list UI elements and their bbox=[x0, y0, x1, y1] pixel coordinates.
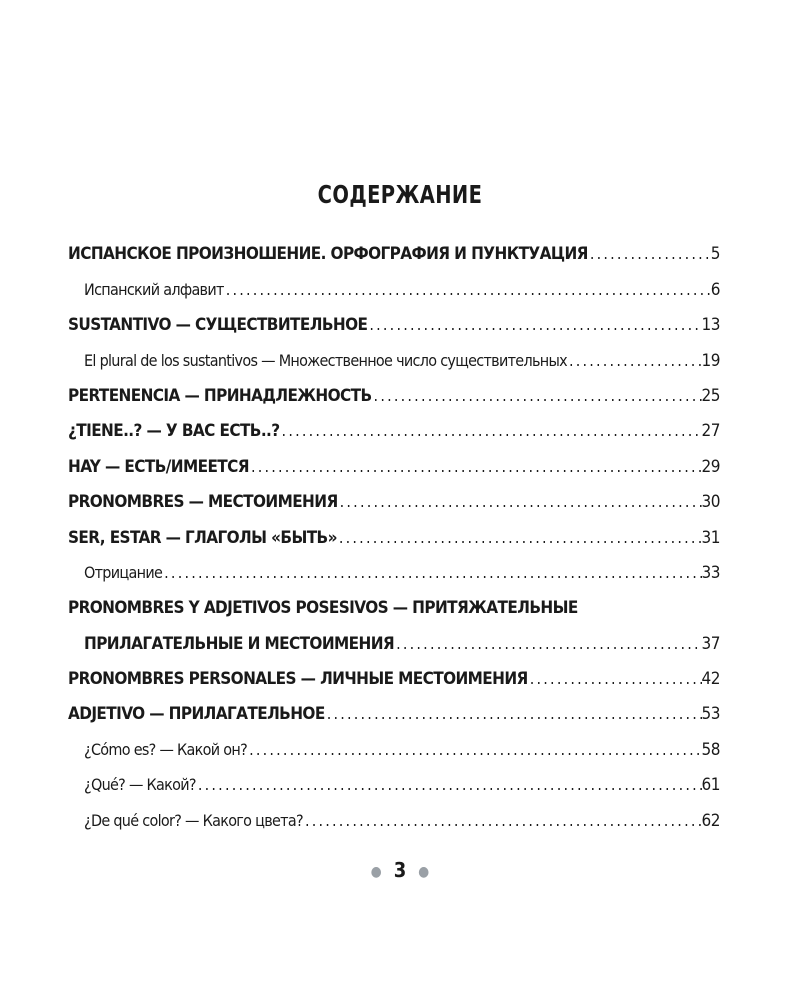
toc-entry[interactable] bbox=[68, 725, 720, 760]
toc-entry-label: ИСПАНСКОЕ ПРОИЗНОШЕНИЕ. ОРФОГРАФИЯ И ПУНКТУАЦИЯ bbox=[68, 244, 588, 265]
page-footer bbox=[0, 858, 800, 882]
toc-entry-label: SER, ESTAR — ГЛАГОЛЫ «БЫТЬ» bbox=[68, 527, 337, 548]
toc-entry[interactable] bbox=[68, 230, 720, 265]
dot-leader bbox=[372, 385, 702, 407]
page-number: 3 bbox=[393, 858, 407, 882]
toc-entry-label: ПРИЛАГАТЕЛЬНЫЕ И МЕСТОИМЕНИЯ bbox=[84, 633, 395, 654]
dot-leader bbox=[247, 739, 701, 761]
toc-entry-label: Отрицание bbox=[84, 562, 163, 582]
toc-entry-label: ADJETIVO — ПРИЛАГАТЕЛЬНОЕ bbox=[68, 704, 325, 725]
dot-leader bbox=[367, 314, 701, 336]
toc-entry[interactable] bbox=[68, 407, 720, 442]
toc-entry-continuation[interactable] bbox=[68, 619, 720, 654]
bullet-icon: ● bbox=[418, 863, 430, 880]
toc-page-number: 19 bbox=[701, 350, 720, 371]
toc-entry[interactable] bbox=[68, 655, 720, 690]
dot-leader bbox=[338, 491, 702, 513]
toc-page-number: 62 bbox=[701, 810, 720, 831]
dot-leader bbox=[303, 810, 702, 832]
toc-entry[interactable] bbox=[68, 372, 720, 407]
toc-page-number: 6 bbox=[710, 279, 720, 300]
dot-leader bbox=[249, 456, 702, 478]
toc-page-number: 29 bbox=[701, 456, 720, 477]
toc-entry-label: SUSTANTIVO — СУЩЕСТВИТЕЛЬНОЕ bbox=[68, 315, 368, 336]
toc-entry-label: Испанский алфавит bbox=[84, 279, 224, 299]
toc-entry[interactable] bbox=[68, 796, 720, 831]
toc-page-number: 13 bbox=[701, 315, 720, 336]
toc-entry-label: PRONOMBRES — МЕСТОИМЕНИЯ bbox=[68, 492, 338, 513]
toc-entry[interactable] bbox=[68, 584, 720, 619]
dot-leader bbox=[394, 633, 701, 655]
toc-entry-label: HAY — ЕСТЬ/ИМЕЕТСЯ bbox=[68, 456, 249, 477]
toc-entry[interactable] bbox=[68, 478, 720, 513]
toc-entry[interactable] bbox=[68, 265, 720, 300]
toc-entry-label: El plural de los sustantivos — Множественное число существительных bbox=[84, 350, 567, 370]
page-title: СОДЕРЖАНИЕ bbox=[317, 180, 483, 209]
toc-page-number: 27 bbox=[701, 421, 720, 442]
toc-entry-label: ¿De qué color? — Какого цвета? bbox=[84, 810, 303, 830]
toc-page-number: 58 bbox=[701, 739, 720, 760]
toc-page-number: 30 bbox=[701, 492, 720, 513]
dot-leader bbox=[196, 774, 702, 796]
bullet-icon: ● bbox=[370, 863, 382, 880]
toc-page-number: 42 bbox=[701, 669, 720, 690]
toc-page-number: 25 bbox=[701, 385, 720, 406]
toc-entry[interactable] bbox=[68, 336, 720, 371]
dot-leader bbox=[337, 527, 702, 549]
dot-leader bbox=[325, 703, 702, 725]
toc-entry[interactable] bbox=[68, 513, 720, 548]
toc-page-number: 61 bbox=[701, 775, 720, 796]
toc-entry-label: PERTENENCIA — ПРИНАДЛЕЖНОСТЬ bbox=[68, 385, 372, 406]
toc-entry-label: ¿Cómo es? — Какой он? bbox=[84, 739, 248, 759]
toc-page-number: 31 bbox=[701, 527, 720, 548]
toc-page-number: 33 bbox=[701, 562, 720, 583]
toc-entry-label: PRONOMBRES Y ADJETIVOS POSESIVOS — ПРИТЯЖАТЕЛЬНЫЕ bbox=[68, 598, 578, 619]
dot-leader bbox=[280, 420, 702, 442]
toc-entry[interactable] bbox=[68, 690, 720, 725]
toc-page-number: 37 bbox=[701, 633, 720, 654]
toc-entry-label: ¿TIENE..? — У ВАС ЕСТЬ..? bbox=[68, 421, 280, 442]
toc-entry[interactable] bbox=[68, 761, 720, 796]
toc-entry[interactable] bbox=[68, 549, 720, 584]
dot-leader bbox=[224, 279, 711, 301]
toc-entry-label: ¿Qué? — Какой? bbox=[84, 775, 196, 795]
table-of-contents bbox=[68, 230, 720, 832]
toc-page-number: 5 bbox=[710, 244, 720, 265]
dot-leader bbox=[162, 562, 701, 584]
toc-entry[interactable] bbox=[68, 442, 720, 477]
toc-entry-label: PRONOMBRES PERSONALES — ЛИЧНЫЕ МЕСТОИМЕНИЯ bbox=[68, 669, 528, 690]
dot-leader bbox=[588, 243, 711, 265]
toc-page-number: 53 bbox=[701, 704, 720, 725]
dot-leader bbox=[528, 668, 702, 690]
dot-leader bbox=[567, 350, 702, 372]
toc-entry[interactable] bbox=[68, 301, 720, 336]
